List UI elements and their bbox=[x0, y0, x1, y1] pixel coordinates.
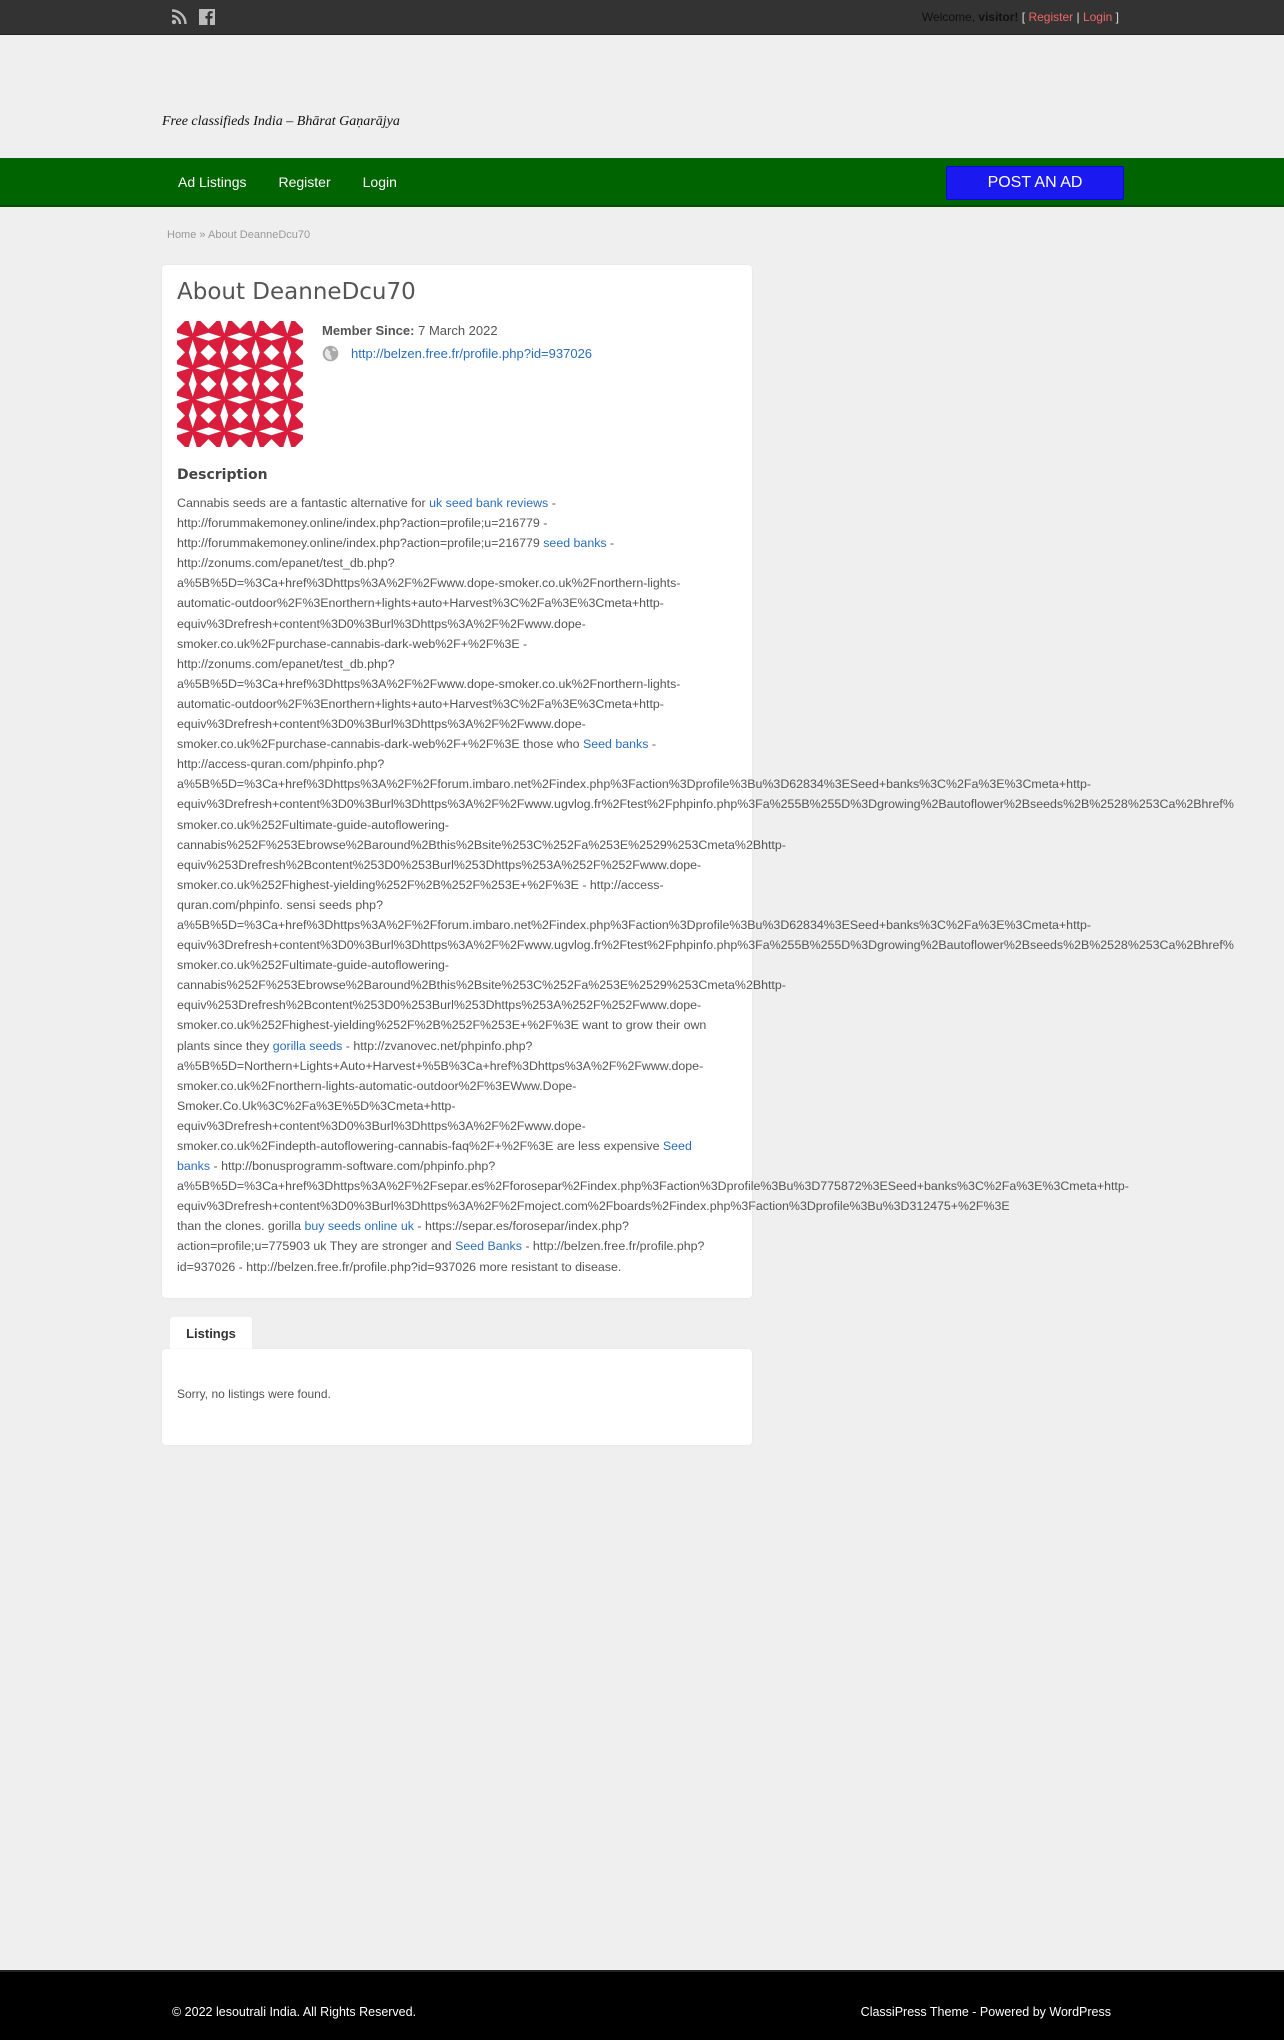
social-icons bbox=[170, 8, 216, 26]
description-segment: equiv%3Drefresh+content%3D0%3Burl%3Dhttps%3A%2F%2Fwww.dope- bbox=[177, 616, 586, 631]
breadcrumb bbox=[167, 229, 310, 241]
description-line bbox=[177, 654, 1284, 674]
description-segment: automatic-outdoor%2F%3Enorthern+lights+auto+Harvest%3C%2Fa%3E%3Cmeta+http- bbox=[177, 696, 664, 711]
breadcrumb-current: About DeanneDcu70 bbox=[207, 229, 311, 241]
description-link[interactable]: Seed Banks bbox=[455, 1239, 522, 1254]
description-segment: equiv%3Drefresh+content%3D0%3Burl%3Dhttps%3A%2F%2Fmoject.com%2Fboards%2Findex.php%3Faction%3Dprofile%3Bu%3D312475+%2F%3E bbox=[177, 1199, 1010, 1214]
description-segment: - bbox=[548, 496, 556, 510]
description-segment: id=937026 - http://belzen.free.fr/profile.php?id=937026 more resistant to disease. bbox=[177, 1259, 622, 1274]
description-link[interactable]: Seed banks bbox=[583, 737, 649, 752]
description-segment: smoker.co.uk%2Findepth-autoflowering-cannabis-faq%2F+%2F%3E are less expensive bbox=[177, 1139, 663, 1153]
description-segment: a%5B%5D=%3Ca+href%3Dhttps%3A%2F%2Fsepar.es%2Fforosepar%2Findex.php%3Faction%3Dprofile%3Bu%3D775872%3ESeed+banks%3C%2Fa%3E%3Cmeta+http- bbox=[177, 1179, 1129, 1194]
listings-box bbox=[162, 1349, 752, 1445]
description-segment: - http://belzen.free.fr/profile.php? bbox=[521, 1239, 705, 1254]
description-link[interactable]: uk seed bank reviews bbox=[429, 496, 549, 510]
description-line bbox=[177, 1176, 1284, 1196]
rss-icon[interactable] bbox=[170, 8, 188, 26]
footer-copyright: © 2022 lesoutrali India. All Rights Reserved. bbox=[172, 2005, 417, 2019]
description-line bbox=[177, 1196, 1284, 1216]
description-link[interactable]: gorilla seeds bbox=[272, 1038, 343, 1053]
description-segment: cannabis%252F%253Ebrowse%2Baround%2Bthis%2Bsite%253C%252Fa%253E%2529%253Cmeta%2Bhttp- bbox=[177, 837, 786, 852]
description-segment: - http://bonusprogramm-software.com/phpinfo.php? bbox=[210, 1159, 496, 1174]
description-line bbox=[177, 634, 1284, 654]
nav-login[interactable]: Login bbox=[362, 173, 397, 190]
description-line bbox=[177, 1216, 1284, 1236]
site-tagline: Free classifieds India – Bhārat Gaṇarājya bbox=[162, 114, 400, 129]
page-title: About DeanneDcu70 bbox=[177, 279, 416, 305]
description-segment: smoker.co.uk%2Fpurchase-cannabis-dark-web%2F+%2F%3E - bbox=[177, 636, 528, 651]
description-segment: http://zonums.com/epanet/test_db.php? bbox=[177, 556, 395, 571]
description-line bbox=[177, 975, 1284, 995]
welcome-text bbox=[922, 10, 1119, 24]
description-segment: - bbox=[648, 737, 657, 752]
description-line bbox=[177, 1056, 1284, 1076]
top-bar bbox=[0, 0, 1284, 35]
description-segment: equiv%253Drefresh%2Bcontent%253D0%253Burl%253Dhttps%253A%252F%252Fwww.dope- bbox=[177, 998, 702, 1013]
description-segment: http://forummakemoney.online/index.php?action=profile;u=216779 - bbox=[177, 516, 548, 531]
description-line bbox=[177, 573, 1284, 593]
description-segment: smoker.co.uk%252Fultimate-guide-autoflowering- bbox=[177, 817, 450, 832]
description-segment: smoker.co.uk%252Fhighest-yielding%252F%2B%252F%253E+%2F%3E - http://access- bbox=[177, 877, 664, 892]
description-segment: http://access-quran.com/phpinfo.php? bbox=[177, 757, 385, 772]
description-line bbox=[177, 1257, 1284, 1277]
description-segment: smoker.co.uk%252Fhighest-yielding%252F%2B%252F%253E+%2F%3E want to grow their own bbox=[177, 1018, 707, 1033]
description-line bbox=[177, 533, 1284, 553]
description-line bbox=[177, 815, 1284, 835]
description-segment: a%5B%5D=%3Ca+href%3Dhttps%3A%2F%2Fforum.imbaro.net%2Findex.php%3Faction%3Dprofile%3Bu%3D62834%3ESeed+banks%3C%2Fa%3E%3Cmeta+http- bbox=[177, 917, 1091, 932]
profile-box bbox=[162, 265, 1234, 1298]
description-segment: a%5B%5D=Northern+Lights+Auto+Harvest+%5B%3Ca+href%3Dhttps%3A%2F%2Fwww.dope- bbox=[177, 1058, 704, 1073]
description-line bbox=[177, 734, 1284, 754]
description-segment: equiv%3Drefresh+content%3D0%3Burl%3Dhttps%3A%2F%2Fwww.ugvlog.fr%2Ftest%2Fphpinfo.php%3Fa%255B%255D%3Dgrowing%2Bautoflower%2Bseeds%2B%2528%253Ca%2Bhref% bbox=[177, 938, 1234, 953]
description-segment: smoker.co.uk%252Fultimate-guide-autoflowering- bbox=[177, 958, 450, 973]
top-register-link[interactable]: Register bbox=[1028, 10, 1074, 24]
member-since-value: 7 March 2022 bbox=[418, 323, 498, 338]
member-since bbox=[322, 323, 498, 338]
description-line bbox=[177, 593, 1284, 613]
description-segment: equiv%253Drefresh%2Bcontent%253D0%253Burl%253Dhttps%253A%252F%252Fwww.dope- bbox=[177, 857, 702, 872]
description-heading: Description bbox=[177, 467, 268, 483]
description-line bbox=[177, 774, 1284, 794]
footer bbox=[0, 1970, 1284, 2040]
footer-credits: ClassiPress Theme - Powered by WordPress bbox=[860, 2005, 1111, 2019]
bracket-open: [ bbox=[1021, 10, 1026, 24]
description-line bbox=[177, 835, 1284, 855]
description-link[interactable]: Seed bbox=[662, 1139, 692, 1153]
description-segment: - http://zvanovec.net/phpinfo.php? bbox=[342, 1038, 533, 1053]
description-segment: equiv%3Drefresh+content%3D0%3Burl%3Dhttps%3A%2F%2Fwww.dope- bbox=[177, 717, 586, 732]
description-line bbox=[177, 1015, 1284, 1035]
description-line bbox=[177, 955, 1284, 975]
description-segment: a%5B%5D=%3Ca+href%3Dhttps%3A%2F%2Fwww.dope-smoker.co.uk%2Fnorthern-lights- bbox=[177, 676, 681, 691]
nav-ad-listings[interactable]: Ad Listings bbox=[178, 173, 247, 190]
nav-menu bbox=[162, 158, 413, 205]
description-segment: automatic-outdoor%2F%3Enorthern+lights+auto+Harvest%3C%2Fa%3E%3Cmeta+http- bbox=[177, 596, 664, 611]
tab-listings[interactable]: Listings bbox=[170, 1317, 252, 1349]
website-row bbox=[322, 345, 592, 362]
description-link[interactable]: buy seeds online uk bbox=[304, 1219, 414, 1234]
description-text bbox=[177, 493, 1284, 1277]
no-listings-message: Sorry, no listings were found. bbox=[177, 1387, 331, 1401]
description-segment: plants since they bbox=[177, 1038, 273, 1053]
breadcrumb-home[interactable]: Home bbox=[167, 229, 197, 241]
description-line bbox=[177, 995, 1284, 1015]
description-segment: action=profile;u=775903 uk They are stronger and bbox=[177, 1239, 456, 1254]
description-segment: a%5B%5D=%3Ca+href%3Dhttps%3A%2F%2Fwww.dope-smoker.co.uk%2Fnorthern-lights- bbox=[177, 576, 681, 591]
description-line bbox=[177, 895, 1284, 915]
description-segment: equiv%3Drefresh+content%3D0%3Burl%3Dhttps%3A%2F%2Fwww.dope- bbox=[177, 1118, 586, 1133]
description-line bbox=[177, 674, 1284, 694]
description-line bbox=[177, 1156, 1284, 1176]
description-segment: - bbox=[606, 536, 615, 551]
website-link[interactable]: http://belzen.free.fr/profile.php?id=937026 bbox=[351, 346, 593, 361]
globe-icon bbox=[322, 345, 339, 362]
description-line bbox=[177, 855, 1284, 875]
description-segment: equiv%3Drefresh+content%3D0%3Burl%3Dhttps%3A%2F%2Fwww.ugvlog.fr%2Ftest%2Fphpinfo.php%3Fa%255B%255D%3Dgrowing%2Bautoflower%2Bseeds%2B%2528%253Ca%2Bhref% bbox=[177, 797, 1234, 812]
pipe-separator: | bbox=[1076, 10, 1080, 24]
post-an-ad-button[interactable]: POST AN AD bbox=[946, 166, 1124, 200]
welcome-prefix: Welcome, bbox=[921, 10, 976, 24]
description-segment: cannabis%252F%253Ebrowse%2Baround%2Bthis%2Bsite%253C%252Fa%253E%2529%253Cmeta%2Bhttp- bbox=[177, 978, 786, 993]
description-line bbox=[177, 1116, 1284, 1136]
description-segment: a%5B%5D=%3Ca+href%3Dhttps%3A%2F%2Fforum.imbaro.net%2Findex.php%3Faction%3Dprofile%3Bu%3D62834%3ESeed+banks%3C%2Fa%3E%3Cmeta+http- bbox=[177, 777, 1091, 792]
welcome-user: visitor! bbox=[978, 10, 1019, 24]
bracket-close: ] bbox=[1115, 10, 1119, 24]
description-segment: quran.com/phpinfo. sensi seeds php? bbox=[177, 897, 383, 912]
description-segment: smoker.co.uk%2Fpurchase-cannabis-dark-web%2F+%2F%3E those who bbox=[177, 737, 583, 752]
description-line bbox=[177, 694, 1284, 714]
breadcrumb-separator: » bbox=[199, 229, 206, 241]
description-segment: Smoker.Co.Uk%3C%2Fa%3E%5D%3Cmeta+http- bbox=[177, 1098, 456, 1113]
description-line bbox=[177, 714, 1284, 734]
description-line bbox=[177, 513, 1284, 533]
description-segment: http://forummakemoney.online/index.php?action=profile;u=216779 bbox=[177, 536, 544, 551]
avatar bbox=[177, 321, 303, 447]
description-segment: smoker.co.uk%2Fnorthern-lights-automatic-outdoor%2F%3EWww.Dope- bbox=[177, 1078, 577, 1093]
description-line bbox=[177, 794, 1284, 814]
description-segment: - https://separ.es/forosepar/index.php? bbox=[413, 1219, 629, 1234]
description-segment: http://zonums.com/epanet/test_db.php? bbox=[177, 656, 395, 671]
description-line bbox=[177, 915, 1284, 935]
member-since-label: Member Since: bbox=[322, 323, 415, 338]
description-segment: than the clones. gorilla bbox=[177, 1219, 305, 1234]
description-line bbox=[177, 754, 1284, 774]
description-line bbox=[177, 614, 1284, 634]
description-line bbox=[177, 1136, 1284, 1156]
description-line bbox=[177, 1036, 1284, 1056]
description-line bbox=[177, 1096, 1284, 1116]
description-link[interactable]: seed banks bbox=[543, 536, 607, 551]
description-line bbox=[177, 553, 1284, 573]
nav-register[interactable]: Register bbox=[278, 173, 331, 190]
description-line bbox=[177, 875, 1284, 895]
description-line bbox=[177, 935, 1284, 955]
description-link[interactable]: banks bbox=[177, 1159, 211, 1174]
top-login-link[interactable]: Login bbox=[1082, 10, 1113, 24]
description-segment: Cannabis seeds are a fantastic alternative for bbox=[177, 496, 430, 510]
description-line bbox=[177, 1236, 1284, 1256]
description-line bbox=[177, 493, 1284, 513]
description-line bbox=[177, 1076, 1284, 1096]
facebook-icon[interactable] bbox=[198, 8, 216, 26]
